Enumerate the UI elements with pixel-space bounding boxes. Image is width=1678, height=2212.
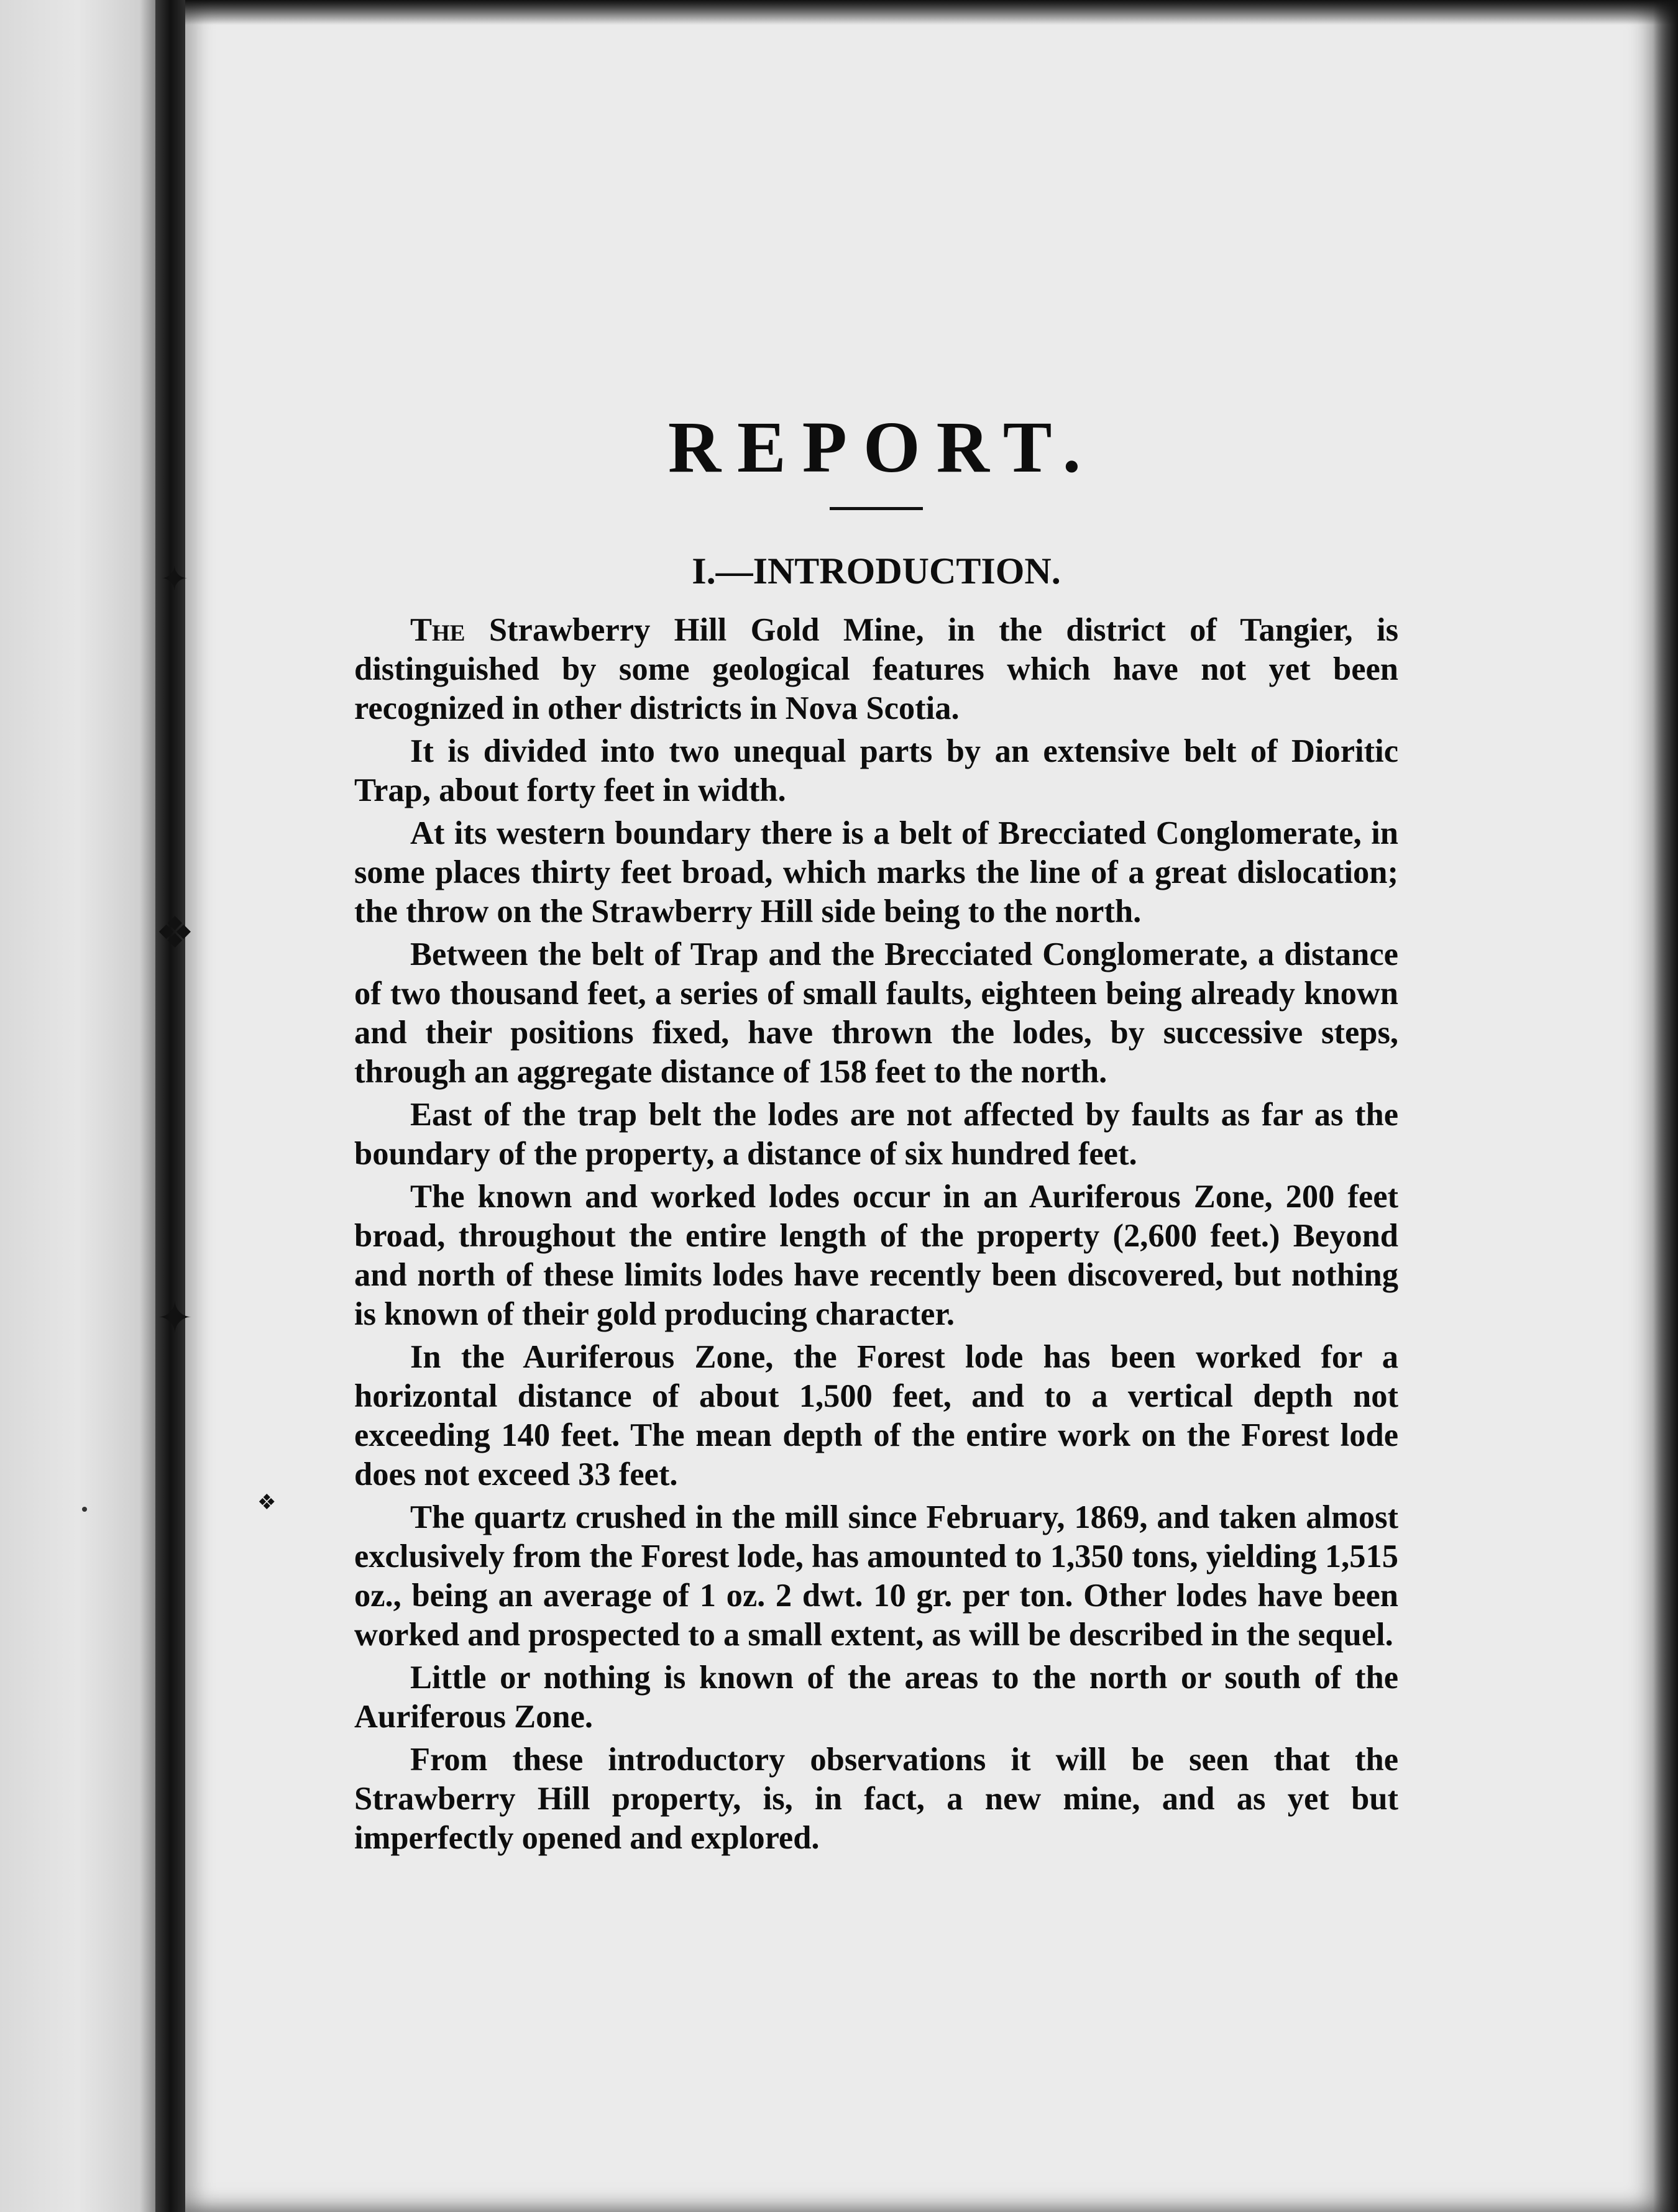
paragraph bbox=[354, 611, 1398, 728]
paragraph bbox=[354, 1740, 1398, 1858]
report-title: REPORT. bbox=[667, 406, 1098, 488]
paragraph-text: From these introductory observations it will be seen that the Strawberry Hill property, is, in fact, a new mine, and as yet but imperfectly opened and explored. bbox=[354, 1742, 1398, 1856]
ink-speck bbox=[82, 1507, 87, 1512]
paragraph-text: Strawberry Hill Gold Mine, in the district of Tangier, is distinguished by some geological features which have not yet been recognized in other districts in Nova Scotia. bbox=[354, 612, 1398, 726]
facing-page-edge bbox=[0, 0, 155, 2212]
paragraph bbox=[354, 1338, 1398, 1494]
paragraph-text: The known and worked lodes occur in an Auriferous Zone, 200 feet broad, throughout the entire length of the property (2,600 feet.) Beyond and north of these limits lodes have recently been discovered, but nothing is known of their gold producing character. bbox=[354, 1179, 1398, 1332]
paragraph bbox=[354, 935, 1398, 1092]
paragraph-text: It is divided into two unequal parts by an extensive belt of Dioritic Trap, about forty feet in width. bbox=[354, 733, 1398, 808]
paragraph-text: The quartz crushed in the mill since February, 1869, and taken almost exclusively from the Forest lode, has amounted to 1,350 tons, yielding 1,515 oz., being an average of 1 oz. 2 dwt. 10 gr. per ton. Other lodes have been worked and prospected to a small extent, as will be described in the sequel. bbox=[354, 1499, 1398, 1653]
ink-speck: ❖ bbox=[257, 1490, 277, 1515]
binding-thread-mark: ✦ bbox=[157, 1292, 193, 1343]
paragraph bbox=[354, 1498, 1398, 1655]
top-shadow bbox=[185, 0, 1678, 25]
book-gutter bbox=[155, 0, 185, 2212]
paragraph-text: Between the belt of Trap and the Brecciated Conglomerate, a distance of two thousand feet, a series of small faults, eighteen being already known and their positions fixed, have thrown the lodes, by successive steps, through an aggregate distance of 158 feet to the north. bbox=[354, 936, 1398, 1090]
paragraph bbox=[354, 814, 1398, 931]
binding-thread-mark: ❖ bbox=[155, 907, 195, 958]
paragraph-text: Little or nothing is known of the areas to the north or south of the Auriferous Zone. bbox=[354, 1660, 1398, 1735]
binding-thread-mark: ✦ bbox=[160, 559, 189, 598]
paragraph-lead-word: The bbox=[410, 612, 465, 648]
paragraph-text: In the Auriferous Zone, the Forest lode has been worked for a horizontal distance of about 1,500 feet, and to a vertical depth not exceeding 140 feet. The mean depth of the entire work on the Forest lode does not exceed 33 feet. bbox=[354, 1339, 1398, 1492]
title-rule bbox=[830, 507, 923, 510]
section-heading: I.—INTRODUCTION. bbox=[692, 551, 1061, 592]
text-block bbox=[354, 404, 1398, 1862]
paragraph-text: East of the trap belt the lodes are not affected by faults as far as the boundary of the property, a distance of six hundred feet. bbox=[354, 1097, 1398, 1172]
paragraph bbox=[354, 1658, 1398, 1737]
paragraph-text: At its western boundary there is a belt of Brecciated Conglomerate, in some places thirty feet broad, which marks the line of a great dislocation; the throw on the Strawberry Hill side being to the north. bbox=[354, 815, 1398, 930]
paragraph bbox=[354, 732, 1398, 810]
paragraph bbox=[354, 1095, 1398, 1174]
paragraph bbox=[354, 1177, 1398, 1334]
page-edge-shadow bbox=[1653, 0, 1678, 2212]
